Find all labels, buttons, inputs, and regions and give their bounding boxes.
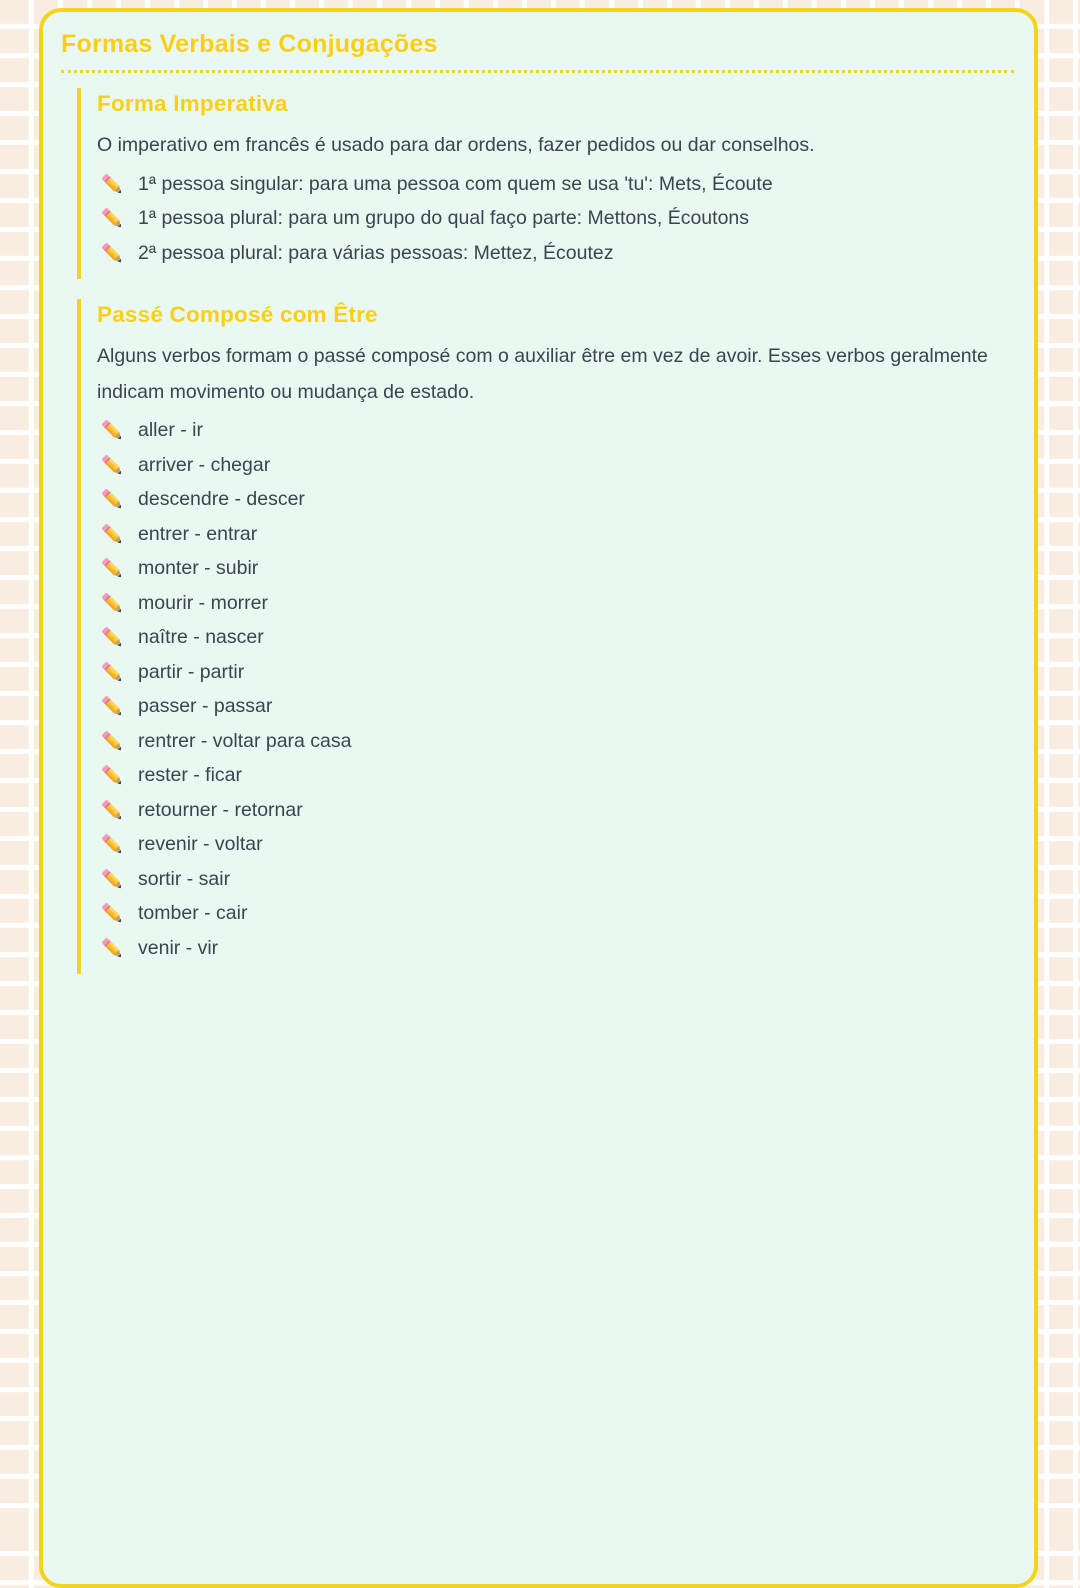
list-item-text: tomber - cair xyxy=(138,902,248,925)
list-item-text: rentrer - voltar para casa xyxy=(138,729,352,752)
pencil-icon xyxy=(97,486,127,513)
list-item xyxy=(97,448,1014,483)
notes-card xyxy=(39,8,1038,1588)
list-item xyxy=(97,897,1014,932)
list-item-text: partir - partir xyxy=(138,660,245,683)
section-forma-imperativa xyxy=(77,88,1014,279)
list-item xyxy=(97,552,1014,587)
pencil-icon xyxy=(97,417,127,444)
page-title: Formas Verbais e Conjugações xyxy=(61,30,438,58)
list-item-text: descendre - descer xyxy=(138,488,305,511)
list-item-text: mourir - morrer xyxy=(138,591,268,614)
list-item-text: 1ª pessoa plural: para um grupo do qual faço parte: Mettons, Écoutons xyxy=(138,207,750,230)
pencil-icon xyxy=(97,762,127,789)
list-item xyxy=(97,236,1014,271)
list-item xyxy=(97,167,1014,202)
list-item xyxy=(97,793,1014,828)
section-passe-compose xyxy=(77,299,1014,974)
list-item-text: retourner - retornar xyxy=(138,798,303,821)
list-item xyxy=(97,931,1014,966)
list-item-text: revenir - voltar xyxy=(138,833,263,856)
pencil-icon xyxy=(97,900,127,927)
dotted-divider xyxy=(61,70,1014,73)
list-item xyxy=(97,202,1014,237)
pencil-icon xyxy=(97,521,127,548)
list-item-text: 1ª pessoa singular: para uma pessoa com quem se usa 'tu': Mets, Écoute xyxy=(138,172,773,195)
list-item xyxy=(97,517,1014,552)
list-item xyxy=(97,414,1014,449)
pencil-icon xyxy=(97,935,127,962)
section-heading: Forma Imperativa xyxy=(97,91,288,116)
section-intro: O imperativo em francês é usado para dar ordens, fazer pedidos ou dar conselhos. xyxy=(97,134,815,156)
pencil-icon xyxy=(97,205,127,232)
list-item xyxy=(97,483,1014,518)
pencil-icon xyxy=(97,452,127,479)
list-item-text: passer - passar xyxy=(138,695,273,718)
pencil-icon xyxy=(97,590,127,617)
bullet-list xyxy=(97,167,1014,271)
list-item xyxy=(97,621,1014,656)
list-item xyxy=(97,586,1014,621)
list-item xyxy=(97,690,1014,725)
list-item xyxy=(97,655,1014,690)
list-item-text: aller - ir xyxy=(138,419,204,442)
verb-list xyxy=(97,414,1014,966)
list-item xyxy=(97,759,1014,794)
pencil-icon xyxy=(97,171,127,198)
list-item-text: entrer - entrar xyxy=(138,522,258,545)
section-heading: Passé Composé com Être xyxy=(97,301,378,327)
pencil-icon xyxy=(97,555,127,582)
list-item xyxy=(97,862,1014,897)
list-item-text: 2ª pessoa plural: para várias pessoas: Mettez, Écoutez xyxy=(138,241,614,264)
list-item-text: rester - ficar xyxy=(138,764,243,787)
pencil-icon xyxy=(97,831,127,858)
pencil-icon xyxy=(97,240,127,267)
list-item-text: naître - nascer xyxy=(138,626,264,649)
list-item xyxy=(97,828,1014,863)
pencil-icon xyxy=(97,866,127,893)
pencil-icon xyxy=(97,624,127,651)
list-item-text: arriver - chegar xyxy=(138,453,271,476)
list-item xyxy=(97,724,1014,759)
pencil-icon xyxy=(97,659,127,686)
section-intro: Alguns verbos formam o passé composé com o auxiliar être em vez de avoir. Esses verbos geralmente indicam movimento ou mudança de estado. xyxy=(97,344,988,403)
list-item-text: sortir - sair xyxy=(138,867,231,890)
pencil-icon xyxy=(97,797,127,824)
pencil-icon xyxy=(97,693,127,720)
list-item-text: monter - subir xyxy=(138,557,259,580)
list-item-text: venir - vir xyxy=(138,936,219,959)
pencil-icon xyxy=(97,728,127,755)
